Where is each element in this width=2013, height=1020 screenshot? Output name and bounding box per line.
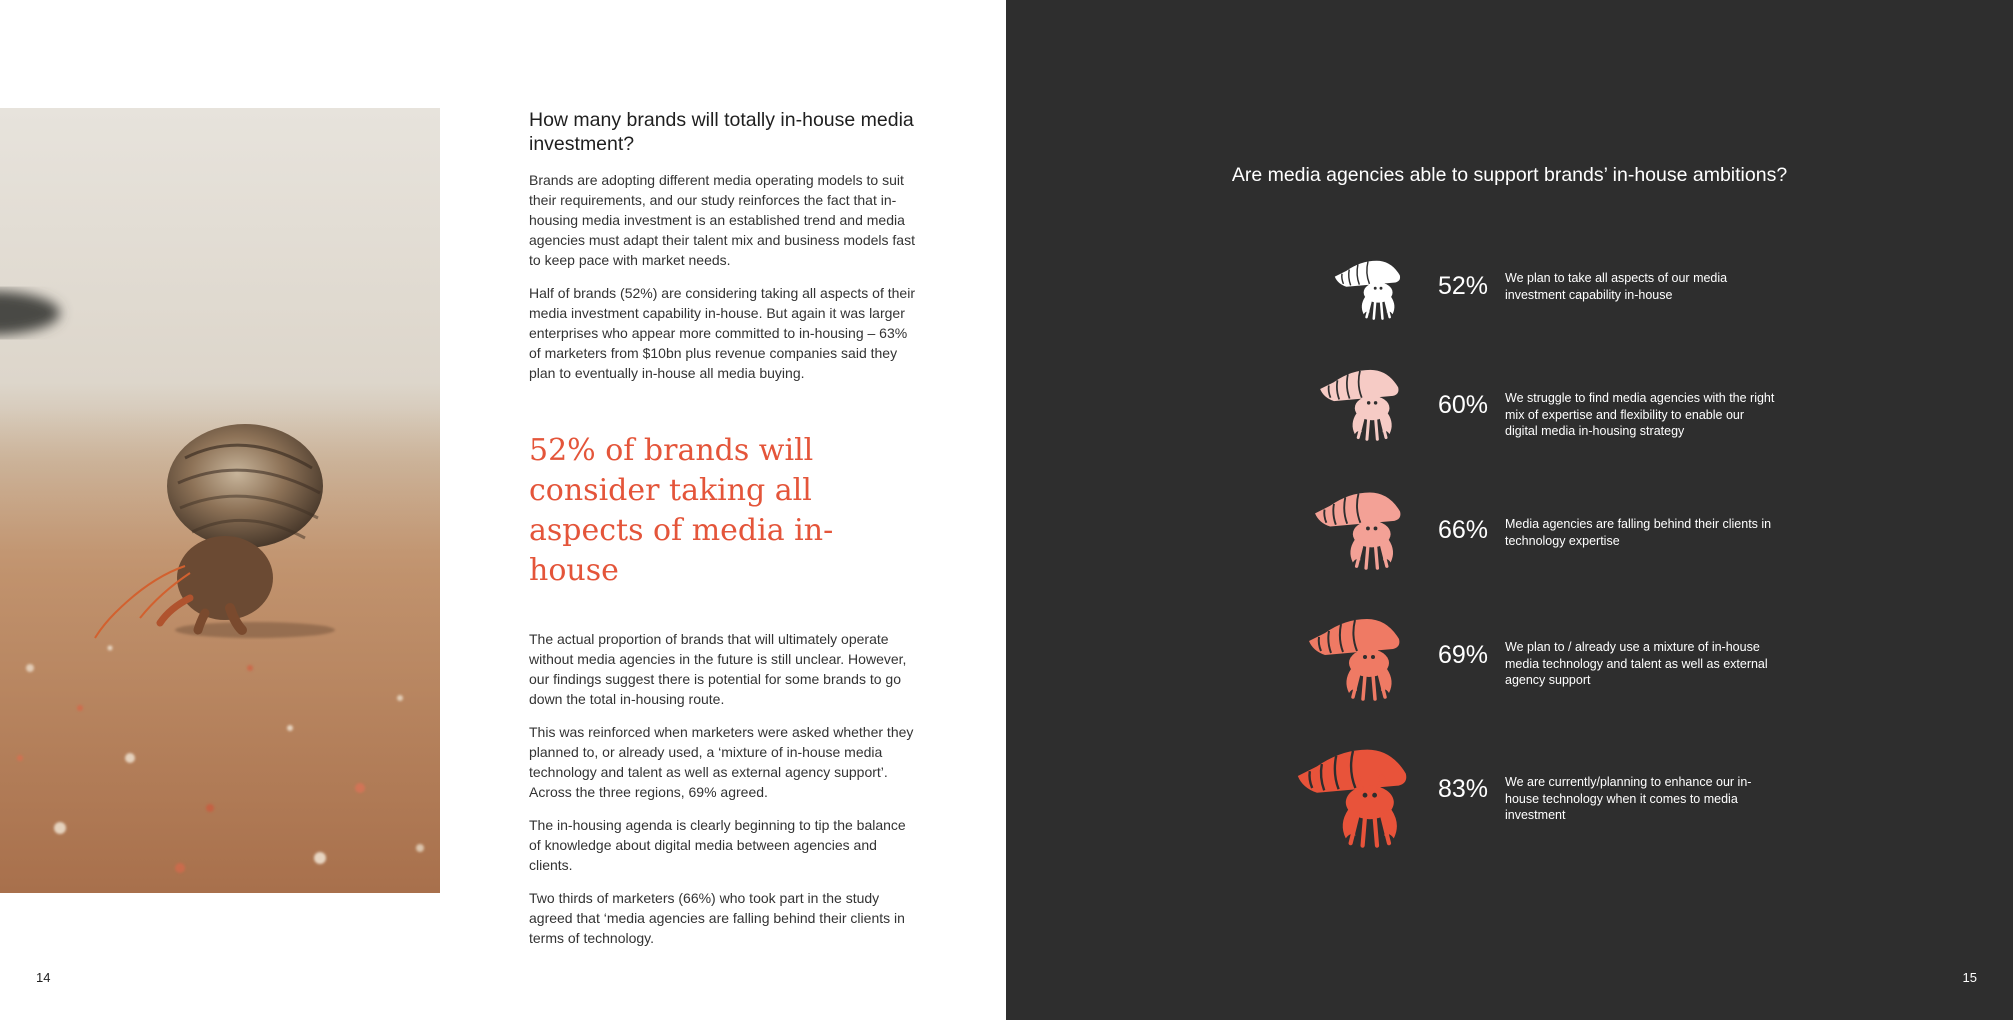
hermit-crab-icon <box>1290 611 1420 701</box>
body-paragraph: The in-housing agenda is clearly beginning to tip the balance of knowledge about digital media between agencies and clients. <box>529 817 906 873</box>
body-paragraph: Brands are adopting different media operating models to suit their requirements, and our study reinforces the fact that in-housing media investment is an established trend and media agencies must adapt their talent mix and business models fast to keep pace with market needs. <box>529 172 915 268</box>
stat-description: We struggle to find media agencies with the right mix of expertise and flexibility to enable our digital media in-housing strategy <box>1505 391 1775 438</box>
body-paragraph: Two thirds of marketers (66%) who took part in the study agreed that ‘media agencies are falling behind their clients in terms of technology. <box>529 890 905 946</box>
page-number: 15 <box>1962 970 1977 985</box>
stat-description: We plan to take all aspects of our media investment capability in-house <box>1505 271 1728 302</box>
left-page <box>0 0 1006 1020</box>
stat-description: Media agencies are falling behind their clients in technology expertise <box>1505 517 1772 548</box>
body-paragraph: The actual proportion of brands that will ultimately operate without media agencies in the future is still unclear. However, our findings suggest there is potential for some brands to go down the total in-housing route. <box>529 631 907 707</box>
right-page <box>1006 0 2013 1020</box>
stat-percent: 60% <box>1438 391 1489 419</box>
stat-description: We plan to / already use a mixture of in-house media technology and talent as well as external agency support <box>1505 640 1768 687</box>
page-number: 14 <box>36 970 51 985</box>
hermit-crab-icon <box>1308 255 1428 320</box>
article-column <box>529 108 917 961</box>
hermit-crab-icon <box>1278 740 1428 848</box>
hermit-crab-icon <box>1300 363 1420 441</box>
section-heading: How many brands will totally in-house media investment? <box>529 109 914 155</box>
stat-description: We are currently/planning to enhance our in-house technology when it comes to media investment <box>1505 775 1752 822</box>
body-paragraph: This was reinforced when marketers were asked whether they planned to, or already used, a ‘mixture of in-house media technology and talent as well as external agency support’. Across the three regions, 69% agreed. <box>529 724 914 800</box>
body-paragraph: Half of brands (52%) are considering taking all aspects of their media investment capability in-house. But again it was larger enterprises who appear more committed to in-housing – 63% of marketers from $10bn plus revenue companies said they plan to eventually in-house all media buying. <box>529 285 915 381</box>
stat-percent: 66% <box>1438 516 1489 544</box>
pull-quote: 52% of brands will consider taking all aspects of media in-house <box>529 433 834 588</box>
infographic-title: Are media agencies able to support brands’ in-house ambitions? <box>1231 164 1788 186</box>
stat-percent: 83% <box>1438 775 1489 803</box>
stat-percent: 52% <box>1438 272 1489 300</box>
hermit-crab-icon <box>1296 485 1421 570</box>
stat-percent: 69% <box>1438 641 1489 669</box>
hermit-crab-photo <box>0 108 440 893</box>
